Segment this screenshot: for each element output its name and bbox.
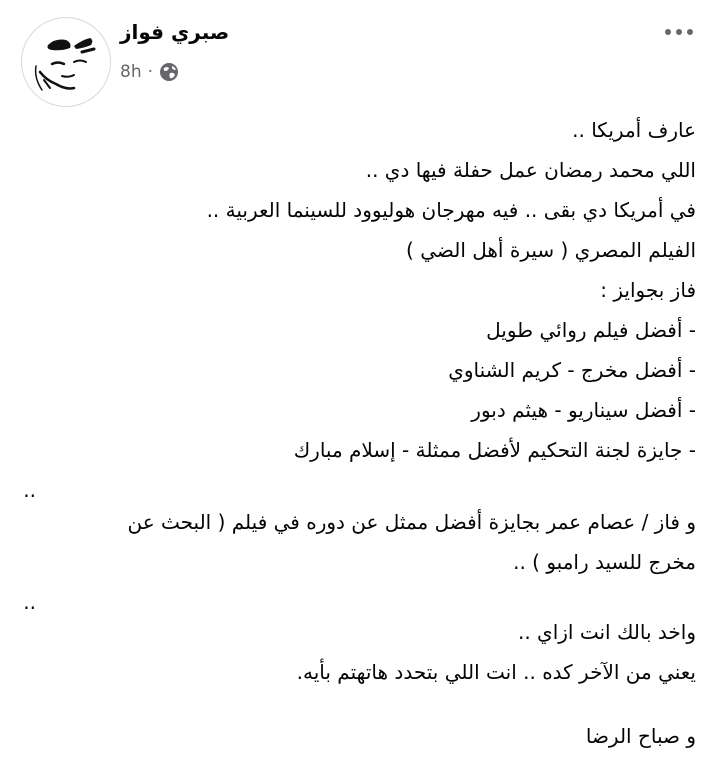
post-line: اللي محمد رمضان عمل حفلة فيها دي .. — [365, 158, 696, 182]
post-line: - جايزة لجنة التحكيم لأفضل ممثلة - إسلام مبارك — [293, 438, 696, 462]
post-meta — [120, 62, 179, 82]
post-time[interactable]: 8h — [120, 62, 142, 82]
post-line: الفيلم المصري ( سيرة أهل الضي ) — [406, 238, 696, 262]
post-line: فاز بجوايز : — [600, 278, 696, 302]
post-line: مخرج للسيد رامبو ) .. — [513, 550, 696, 574]
globe-icon[interactable] — [159, 62, 179, 82]
post-line: و صباح الرضا — [585, 724, 696, 748]
author-name[interactable]: صبري فواز — [120, 20, 230, 44]
more-options-button[interactable] — [655, 16, 703, 48]
avatar-sketch-icon — [22, 18, 110, 106]
more-horizontal-icon — [665, 29, 671, 35]
post-line: واخد بالك انت ازاي .. — [517, 620, 696, 644]
avatar[interactable] — [22, 18, 110, 106]
more-dot — [687, 29, 693, 35]
post-line: عارف أمريكا .. — [572, 118, 696, 142]
more-dot — [676, 29, 682, 35]
meta-separator: · — [147, 62, 153, 82]
post-line: في أمريكا دي بقى .. فيه مهرجان هوليوود للسينما العربية .. — [206, 198, 696, 222]
post-line: يعني من الآخر كده .. انت اللي بتحدد هاتهتم بأيه. — [296, 660, 696, 684]
post-line: - أفضل سيناريو - هيثم دبور — [471, 398, 696, 422]
post-line: - أفضل مخرج - كريم الشناوي — [448, 358, 696, 382]
post-line: - أفضل فيلم روائي طويل — [486, 318, 696, 342]
post-line: .. — [23, 478, 36, 502]
post-line: و فاز / عصام عمر بجايزة أفضل ممثل عن دوره في فيلم ( البحث عن — [127, 510, 696, 534]
post-line: .. — [23, 590, 36, 614]
